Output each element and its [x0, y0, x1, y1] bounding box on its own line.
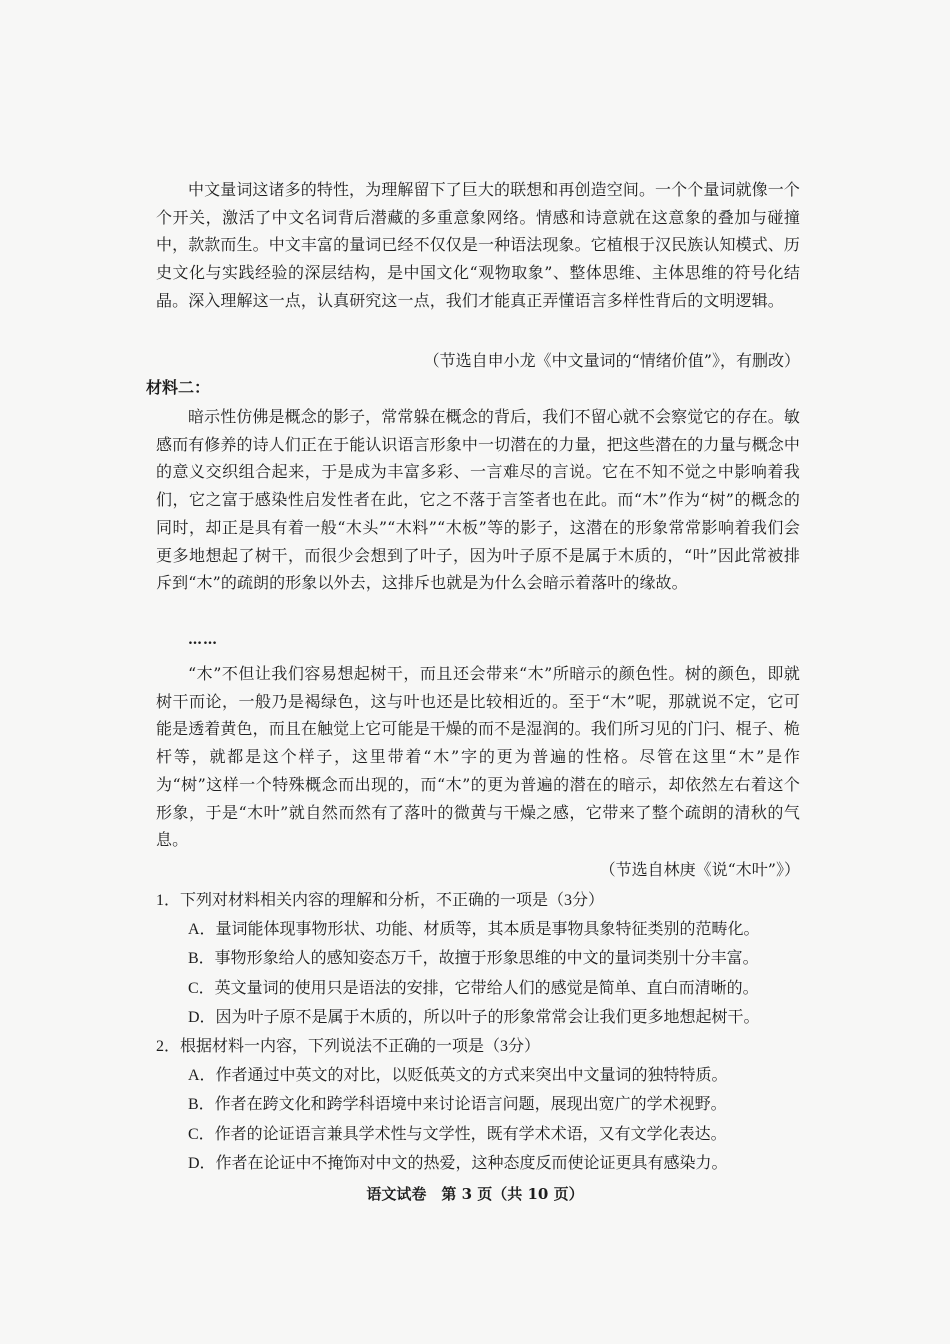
material2-paragraph-2 — [156, 660, 800, 854]
page-footer: 语文试卷 第 3 页（共 10 页） — [366, 1185, 584, 1203]
question-2-option-c: C．作者的论证语言兼具学术性与文学性，既有学术术语，又有文学化表达。 — [188, 1125, 727, 1143]
omission-ellipsis: …… — [188, 632, 218, 648]
material1-tail-text: 中文量词这诸多的特性，为理解留下了巨大的联想和再创造空间。一个个量词就像一个个开关，激活了中文名词背后潜藏的多重意象网络。情感和诗意就在这意象的叠加与碰撞中，款款而生。中文丰富的量词已经不仅仅是一种语法现象。它植根于汉民族认知模式、历史文化与实践经验的深层结构，是中国文化“观物取象”、整体思维、主体思维的符号化结晶。深入理解这一点，认真研究这一点，我们才能真正弄懂语言多样性背后的文明逻辑。 — [156, 180, 801, 310]
material2-para1-text: 暗示性仿佛是概念的影子，常常躲在概念的背后，我们不留心就不会察觉它的存在。敏感而有修养的诗人们正在于能认识语言形象中一切潜在的力量，把这些潜在的力量与概念中的意义交织组合起来，于是成为丰富多彩、一言难尽的言说。它在不知不觉之中影响着我们，它之富于感染性启发性者在此，它之不落于言筌者也在此。而“木”作为“树”的概念的同时，却正是具有着一般“木头”“木料”“木板”等的影子，这潜在的形象常常影响着我们会更多地想起了树干，而很少会想到了叶子，因为叶子原不是属于木质的，“叶”因此常被排斥到“木”的疏朗的形象以外去，这排斥也就是为什么会暗示着落叶的缘故。 — [156, 407, 801, 593]
material1-source: （节选自申小龙《中文量词的“情绪价值”》，有删改） — [423, 351, 800, 370]
material2-heading: 材料二： — [146, 378, 211, 397]
question-1-option-c: C．英文量词的使用只是语法的安排，它带给人们的感觉是简单、直白而清晰的。 — [188, 979, 759, 997]
question-list — [156, 886, 816, 1178]
question-2-option-b: B．作者在跨文化和跨学科语境中来讨论语言问题，展现出宽广的学术视野。 — [188, 1096, 727, 1114]
question-1-option-a: A．量词能体现事物形状、功能、材质等，其本质是事物具象特征类别的范畴化。 — [188, 921, 760, 939]
question-2-option-a: A．作者通过中英文的对比，以贬低英文的方式来突出中文量词的独特特质。 — [188, 1067, 728, 1085]
material2-source: （节选自林庚《说“木叶”》） — [599, 860, 800, 879]
question-1-option-d: D．因为叶子原不是属于木质的，所以叶子的形象常常会让我们更多地想起树干。 — [188, 1008, 760, 1026]
question-2-stem: 2．根据材料一内容，下列说法不正确的一项是（3分） — [156, 1038, 541, 1056]
material2-para2-text: “木”不但让我们容易想起树干，而且还会带来“木”所暗示的颜色性。树的颜色，即就树干而论，一般乃是褐绿色，这与叶也还是比较相近的。至于“木”呢，那就说不定，它可能是透着黄色，而且在触觉上它可能是干燥的而不是湿润的。我们所习见的门闩、棍子、桅杆等，就都是这个样子，这里带着“木”字的更为普遍的性格。尽管在这里“木”是作为“树”这样一个特殊概念而出现的，而“木”的更为普遍的潜在的暗示，却依然左右着这个形象，于是“木叶”就自然而然有了落叶的微黄与干燥之感，它带来了整个疏朗的清秋的气息。 — [156, 664, 801, 850]
question-1-option-b: B．事物形象给人的感知姿态万千，故擅于形象思维的中文的量词类别十分丰富。 — [188, 950, 759, 968]
material2-paragraph-1 — [156, 403, 800, 597]
question-2 — [156, 1032, 816, 1178]
question-1-stem: 1．下列对材料相关内容的理解和分析，不正确的一项是（3分） — [156, 892, 605, 909]
question-1 — [156, 886, 816, 1032]
question-2-option-d: D．作者在论证中不掩饰对中文的热爱，这种态度反而使论证更具有感染力。 — [188, 1154, 728, 1172]
material1-tail-paragraph — [156, 176, 800, 315]
